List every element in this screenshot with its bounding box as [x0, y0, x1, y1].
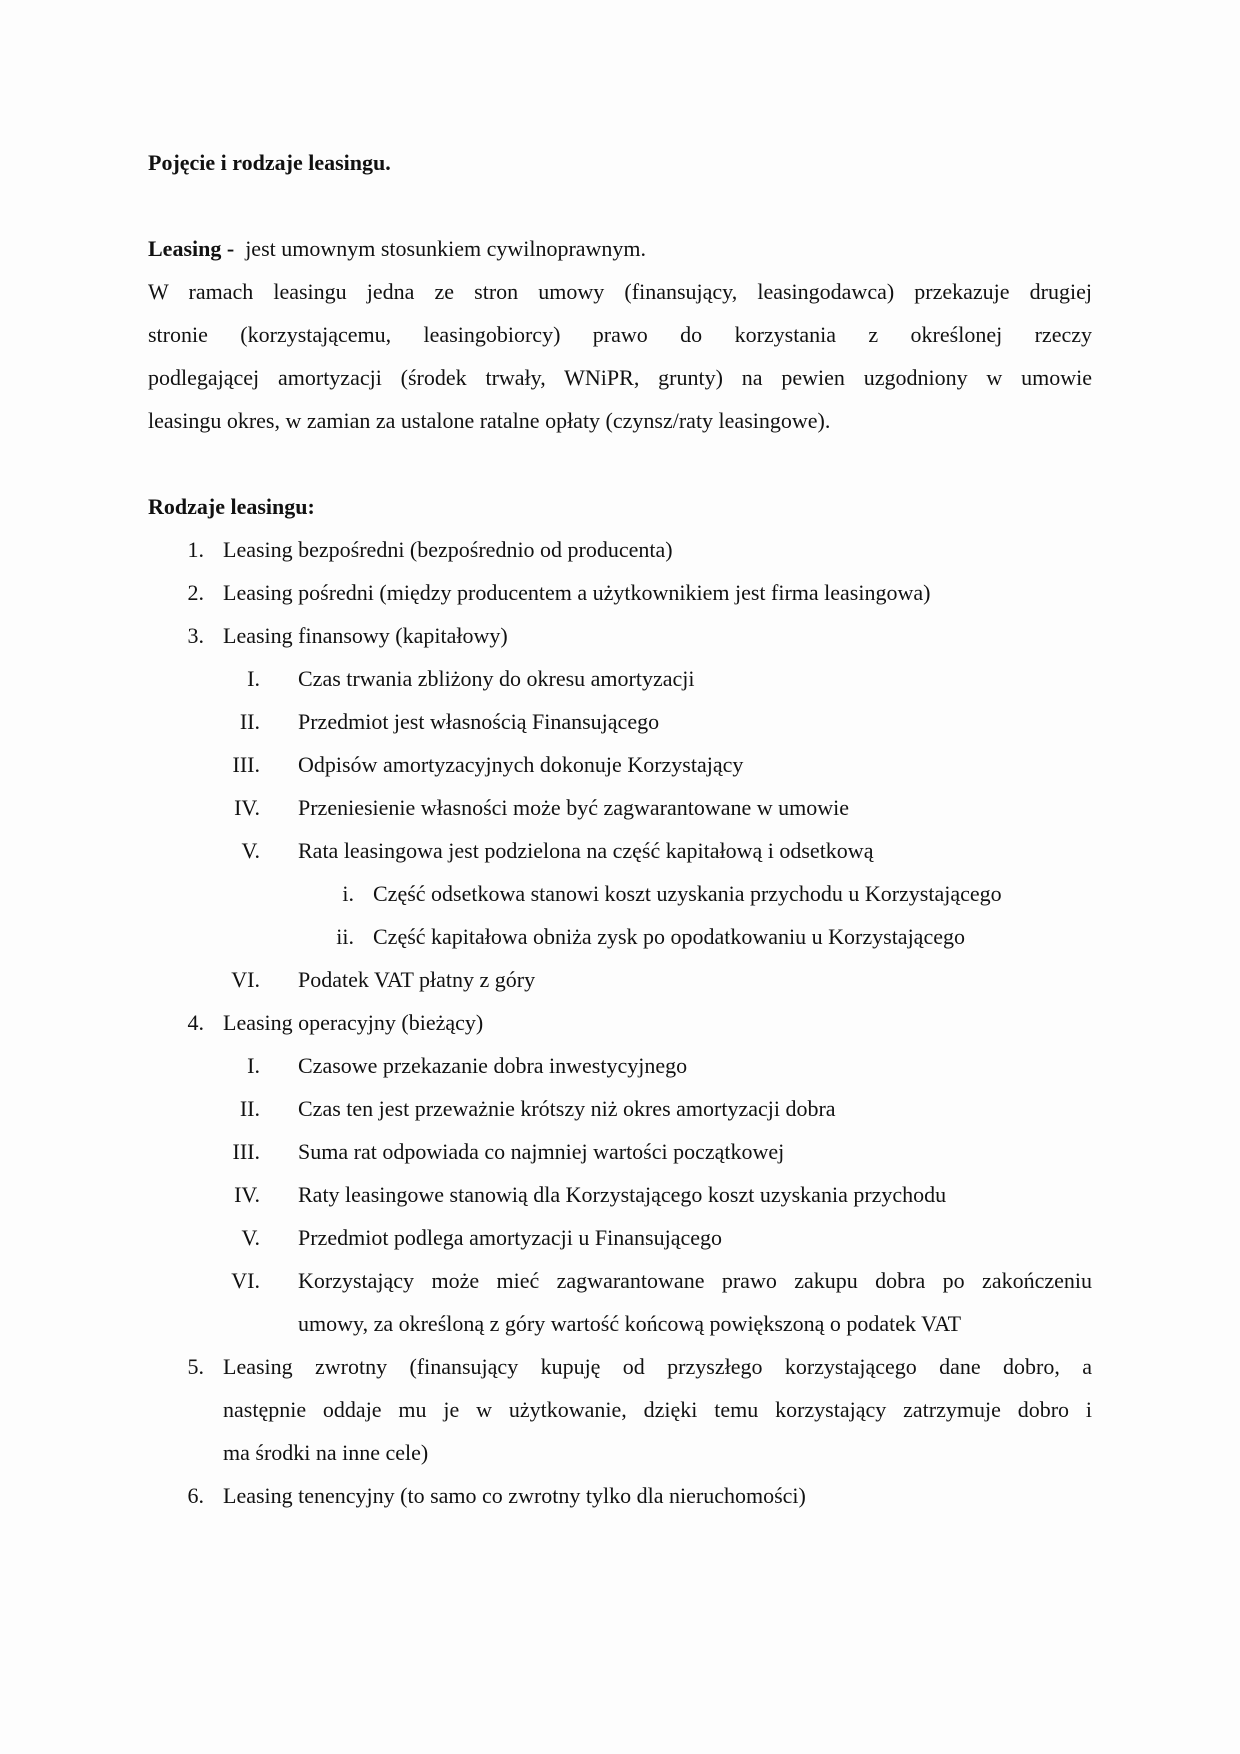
roman-number: I.	[247, 1053, 260, 1078]
list-number: 4.	[187, 1010, 204, 1035]
list-item-text: Leasing finansowy (kapitałowy)	[223, 623, 508, 648]
list-item-text: Leasing tenencyjny (to samo co zwrotny tylko dla nieruchomości)	[223, 1483, 806, 1508]
roman-number: I.	[247, 666, 260, 691]
paragraph-line: W ramach leasingu jedna ze stron umowy (finansujący, leasingodawca) przekazuje drugiej	[148, 279, 1092, 304]
roman-number: VI.	[231, 1268, 260, 1293]
list-item-text-continued: następnie oddaje mu je w użytkowanie, dzięki temu korzystający zatrzymuje dobro i	[223, 1397, 1092, 1422]
roman-number: IV.	[234, 795, 260, 820]
list-number: 5.	[187, 1354, 204, 1379]
roman-number: III.	[232, 1139, 260, 1164]
list-number: 3.	[187, 623, 204, 648]
subitem-text: Rata leasingowa jest podzielona na część kapitałową i odsetkową	[298, 838, 874, 863]
subitem-text-continued: umowy, za określoną z góry wartość końcową powiększoną o podatek VAT	[298, 1311, 962, 1336]
subitem-text: Czas ten jest przeważnie krótszy niż okres amortyzacji dobra	[298, 1096, 836, 1121]
subitem-text: Przeniesienie własności może być zagwarantowane w umowie	[298, 795, 850, 820]
subitem-text: Czasowe przekazanie dobra inwestycyjnego	[298, 1053, 688, 1078]
subitem-text: Korzystający może mieć zagwarantowane prawo zakupu dobra po zakończeniu	[298, 1268, 1092, 1293]
list-item-text: Leasing pośredni (między producentem a użytkownikiem jest firma leasingowa)	[223, 580, 931, 605]
list-item-text: Leasing bezpośredni (bezpośrednio od producenta)	[223, 537, 673, 562]
roman-number: V.	[241, 838, 260, 863]
lower-roman-number: ii.	[336, 924, 354, 949]
roman-number: II.	[239, 709, 260, 734]
list-item-text: Leasing zwrotny (finansujący kupuję od przyszłego korzystającego dane dobro, a	[223, 1354, 1092, 1379]
subitem-text: Przedmiot podlega amortyzacji u Finansującego	[298, 1225, 722, 1250]
roman-number: V.	[241, 1225, 260, 1250]
definition-text: jest umownym stosunkiem cywilnoprawnym.	[239, 236, 647, 261]
roman-number: II.	[239, 1096, 260, 1121]
types-heading: Rodzaje leasingu:	[148, 494, 315, 519]
subitem-text: Odpisów amortyzacyjnych dokonuje Korzystający	[298, 752, 744, 777]
paragraph-line: leasingu okres, w zamian za ustalone ratalne opłaty (czynsz/raty leasingowe).	[148, 408, 831, 433]
lower-roman-number: i.	[342, 881, 354, 906]
subitem-text: Raty leasingowe stanowią dla Korzystającego koszt uzyskania przychodu	[298, 1182, 947, 1207]
list-item-text-continued: ma środki na inne cele)	[223, 1440, 429, 1465]
subitem-text: Suma rat odpowiada co najmniej wartości początkowej	[298, 1139, 785, 1164]
paragraph-line: stronie (korzystającemu, leasingobiorcy) prawo do korzystania z określonej rzeczy	[148, 322, 1092, 347]
list-number: 2.	[187, 580, 204, 605]
definition-term: Leasing	[148, 236, 222, 261]
list-number: 1.	[187, 537, 204, 562]
subitem-text: Podatek VAT płatny z góry	[298, 967, 536, 992]
list-number: 6.	[187, 1483, 204, 1508]
list-item-text: Leasing operacyjny (bieżący)	[223, 1010, 484, 1035]
subsubitem-text: Część odsetkowa stanowi koszt uzyskania przychodu u Korzystającego	[373, 881, 1002, 906]
roman-number: III.	[232, 752, 260, 777]
document-title: Pojęcie i rodzaje leasingu.	[148, 150, 391, 175]
roman-number: IV.	[234, 1182, 260, 1207]
subitem-text: Czas trwania zbliżony do okresu amortyzacji	[298, 666, 695, 691]
paragraph-line: podlegającej amortyzacji (środek trwały, WNiPR, grunty) na pewien uzgodniony w umowie	[148, 365, 1092, 390]
subitem-text: Przedmiot jest własnością Finansującego	[298, 709, 660, 734]
definition-separator: -	[221, 236, 240, 261]
definition-line	[148, 236, 646, 262]
subsubitem-text: Część kapitałowa obniża zysk po opodatkowaniu u Korzystającego	[373, 924, 965, 949]
roman-number: VI.	[231, 967, 260, 992]
